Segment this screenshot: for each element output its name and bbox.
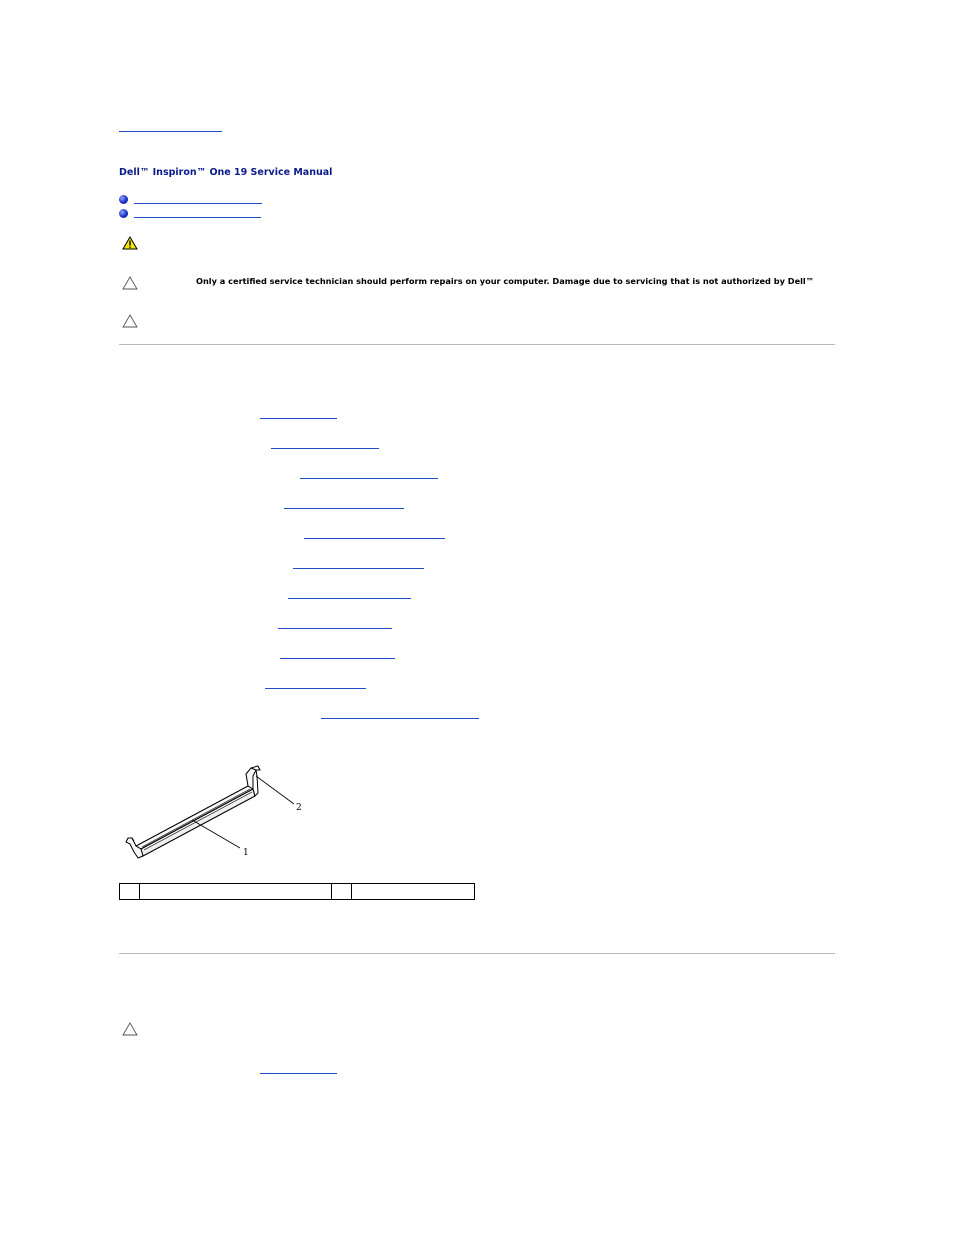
section-divider	[119, 953, 835, 954]
callout-label: 2	[296, 803, 302, 813]
callout-legend-table	[119, 883, 475, 900]
step-link-11[interactable]	[321, 718, 479, 719]
step-link-10[interactable]	[265, 688, 366, 689]
step-link-3[interactable]	[300, 478, 438, 479]
step-link-7[interactable]	[288, 598, 411, 599]
table-cell	[120, 884, 140, 900]
bullet-icon	[119, 195, 128, 204]
section-link-2[interactable]	[134, 217, 261, 218]
step-link-9[interactable]	[280, 658, 395, 659]
section-link-1[interactable]	[134, 203, 262, 204]
caution-icon	[122, 1022, 138, 1036]
step-link-1[interactable]	[260, 418, 337, 419]
callout-label: 1	[243, 848, 249, 858]
step-link-8[interactable]	[278, 628, 392, 629]
memory-connector-illustration	[122, 762, 312, 864]
caution-icon	[122, 314, 138, 328]
step-link-6[interactable]	[293, 568, 424, 569]
step-link-2[interactable]	[271, 448, 379, 449]
table-cell	[332, 884, 352, 900]
table-row	[120, 884, 475, 900]
section-divider	[119, 344, 835, 345]
bullet-icon	[119, 209, 128, 218]
table-cell	[352, 884, 475, 900]
manual-title: Dell™ Inspiron™ One 19 Service Manual	[119, 167, 333, 178]
back-to-contents-link[interactable]	[119, 131, 222, 132]
table-cell	[140, 884, 332, 900]
warning-icon	[122, 236, 138, 250]
step-link-5[interactable]	[304, 538, 445, 539]
caution-notice-text: Only a certified service technician should perform repairs on your computer. Damage due to servicing that is not authorized by Dell™	[196, 276, 814, 286]
caution-icon	[122, 276, 138, 290]
step-link-4[interactable]	[284, 508, 404, 509]
step-link-next-section[interactable]	[260, 1073, 337, 1074]
